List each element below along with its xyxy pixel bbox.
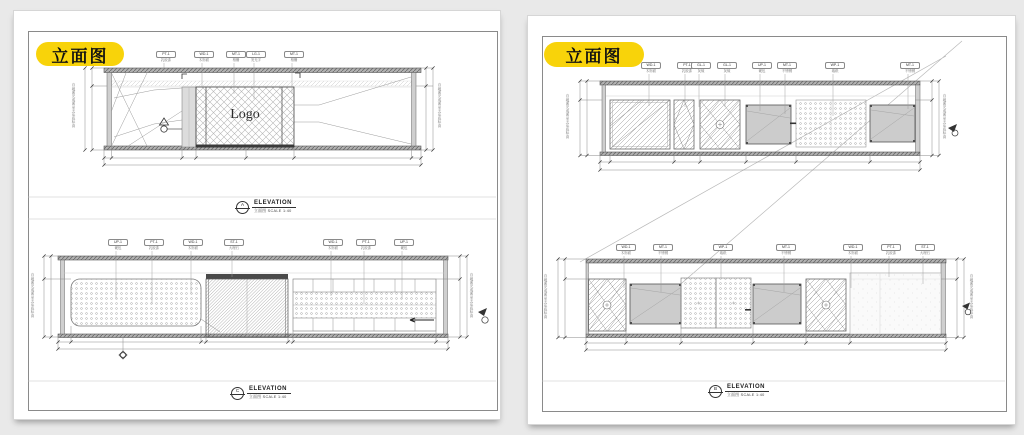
- logo-text: Logo: [230, 107, 260, 122]
- height-note: 自地面完成面至天花底标高: [438, 83, 442, 128]
- section-marker-a: [160, 118, 183, 132]
- drawing-title-c: [231, 386, 291, 400]
- material-tag: WD-1 木饰面: [323, 239, 343, 251]
- drawing-number-circle: A: [236, 201, 249, 214]
- material-tag: UP-1 硬包: [752, 62, 772, 74]
- material-tag: WD-1 木饰面: [183, 239, 203, 251]
- drawing-number-circle: B: [709, 385, 722, 398]
- material-tag: MT-1 格栅: [284, 51, 304, 63]
- scale-label: 立面图 SCALE 1:40: [249, 395, 287, 399]
- direction-marker-d: [948, 124, 958, 136]
- material-tag: WD-1 木饰面: [194, 51, 214, 63]
- material-tag: GL-1 灰镜: [691, 62, 711, 74]
- material-tag: ST-1 大理石: [224, 239, 244, 251]
- material-tag: WP-1 墙纸: [825, 62, 845, 74]
- material-tag: MT-1 不锈钢: [777, 62, 797, 74]
- section-marker-c: [119, 351, 127, 359]
- height-note: 自地面完成面至天花底标高: [72, 83, 76, 128]
- elevation-badge: 立面图: [544, 42, 644, 67]
- height-note: 自地面完成面至天花底标高: [31, 273, 35, 318]
- material-tag: WP-1 墙纸: [713, 244, 733, 256]
- elevation-b: [556, 256, 970, 352]
- material-tag: ST-1 大理石: [915, 244, 935, 256]
- material-tag: WD-1 木饰面: [843, 244, 863, 256]
- elevation-label: ELEVATION: [252, 200, 296, 208]
- elevation-label: ELEVATION: [247, 386, 291, 394]
- elevation-c: [42, 251, 488, 359]
- height-note: 自地面完成面至天花底标高: [943, 94, 947, 139]
- material-tag: PT-1 乳胶漆: [356, 239, 376, 251]
- sheet-left: [13, 10, 501, 420]
- elevation-d: [578, 74, 958, 172]
- elevation-linework-left: [14, 11, 500, 419]
- material-tag: LG-1 发光字: [246, 51, 266, 63]
- material-tag: PT-1 乳胶漆: [881, 244, 901, 256]
- material-tag: WD-1 木饰面: [641, 62, 661, 74]
- scale-label: 立面图 SCALE 1:40: [254, 209, 292, 213]
- material-tag: MT-1 不锈钢: [776, 244, 796, 256]
- elevation-label: ELEVATION: [725, 384, 769, 392]
- height-note: 自地面完成面至天花底标高: [544, 274, 548, 319]
- drawing-title-b: [709, 384, 769, 398]
- material-tag: MT-1 格栅: [226, 51, 246, 63]
- elevation-linework-right: [528, 16, 1015, 424]
- drawing-title-a: [236, 200, 296, 214]
- material-tag: MT-1 不锈钢: [900, 62, 920, 74]
- height-note: 自地面完成面至天花底标高: [470, 273, 474, 318]
- elevation-badge: 立面图: [36, 42, 124, 66]
- material-tag: GL-1 灰镜: [717, 62, 737, 74]
- drawing-number-circle: C: [231, 387, 244, 400]
- material-tag: PT-1 乳胶漆: [156, 51, 176, 63]
- height-note: 自地面完成面至天花底标高: [970, 274, 974, 319]
- material-tag: WD-1 木饰面: [616, 244, 636, 256]
- direction-marker-c: [478, 308, 488, 323]
- leader-diagonals: [580, 41, 962, 295]
- material-tag: PT-1 乳胶漆: [144, 239, 164, 251]
- height-note: 自地面完成面至天花底标高: [566, 94, 570, 139]
- scale-label: 立面图 SCALE 1:40: [727, 393, 765, 397]
- material-tag: UP-1 硬包: [108, 239, 128, 251]
- sheet-right: [527, 15, 1016, 425]
- material-tag: UP-1 硬包: [394, 239, 414, 251]
- material-tag: MT-1 不锈钢: [653, 244, 673, 256]
- material-tag: PT-1 乳胶漆: [677, 62, 697, 74]
